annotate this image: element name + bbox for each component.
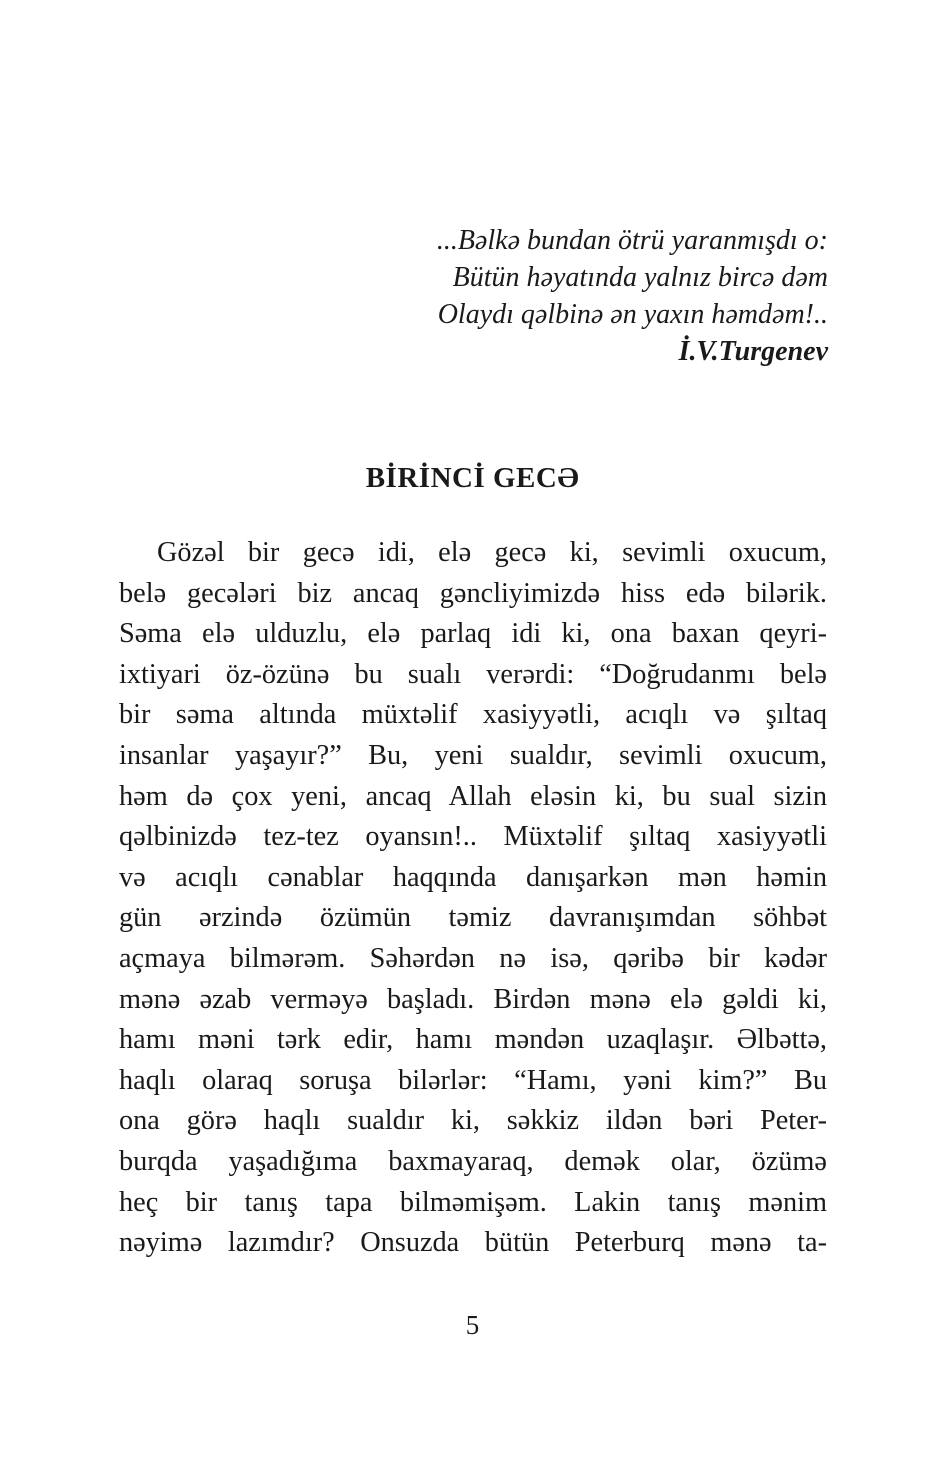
page-number: 5 (465, 1310, 480, 1340)
epigraph-line: Olaydı qəlbinə ən yaxın həmdəm!.. (437, 299, 828, 330)
text-line: bir səma altında müxtəlif xasiyyətli, acıqlı və şıltaq (119, 699, 827, 731)
text-line: ona görə haqlı sualdır ki, səkkiz ildən bəri Peter- (119, 1105, 827, 1137)
text-line: mənə əzab verməyə başladı. Birdən mənə elə gəldi ki, (119, 983, 827, 1015)
text-line: və acıqlı cənablar haqqında danışarkən mən həmin (119, 861, 827, 893)
text-line: burqda yaşadığıma baxmayaraq, demək olar, özümə (119, 1145, 827, 1177)
body-paragraph (119, 533, 827, 1264)
text-line: Gözəl bir gecə idi, elə gecə ki, sevimli oxucum, (157, 537, 827, 568)
text-line: gün ərzində özümün təmiz davranışımdan söhbət (119, 902, 827, 934)
epigraph-line: ...Bəlkə bundan ötrü yaranmışdı o: (436, 225, 828, 256)
text-line: insanlar yaşayır?” Bu, yeni sualdır, sevimli oxucum, (119, 739, 827, 771)
text-line: belə gecələri biz ancaq gəncliyimizdə hiss edə bilərik. (119, 577, 827, 609)
text-line: nəyimə lazımdır? Onsuzda bütün Peterburq mənə ta- (119, 1227, 827, 1259)
text-line: haqlı olaraq soruşa bilərlər: “Hamı, yəni kim?” Bu (119, 1064, 827, 1096)
epigraph (268, 222, 828, 370)
text-line: Səma elə ulduzlu, elə parlaq idi ki, ona baxan qeyri- (119, 618, 827, 650)
epigraph-line: Bütün həyatında yalnız bircə dəm (452, 262, 828, 293)
text-line: açmaya bilmərəm. Səhərdən nə isə, qəribə bir kədər (119, 942, 827, 974)
epigraph-author: İ.V.Turgenev (678, 336, 828, 367)
text-line: heç bir tanış tapa bilməmişəm. Lakin tanış mənim (119, 1186, 827, 1218)
text-line: qəlbinizdə tez-tez oyansın!.. Müxtəlif şıltaq xasiyyətli (119, 821, 827, 853)
text-line: ixtiyari öz-özünə bu sualı verərdi: “Doğrudanmı belə (119, 658, 827, 690)
text-line: hamı məni tərk edir, hamı məndən uzaqlaşır. Əlbəttə, (119, 1024, 827, 1056)
text-line: həm də çox yeni, ancaq Allah eləsin ki, bu sual sizin (119, 780, 827, 812)
chapter-title: BİRİNCİ GECƏ (365, 462, 580, 494)
